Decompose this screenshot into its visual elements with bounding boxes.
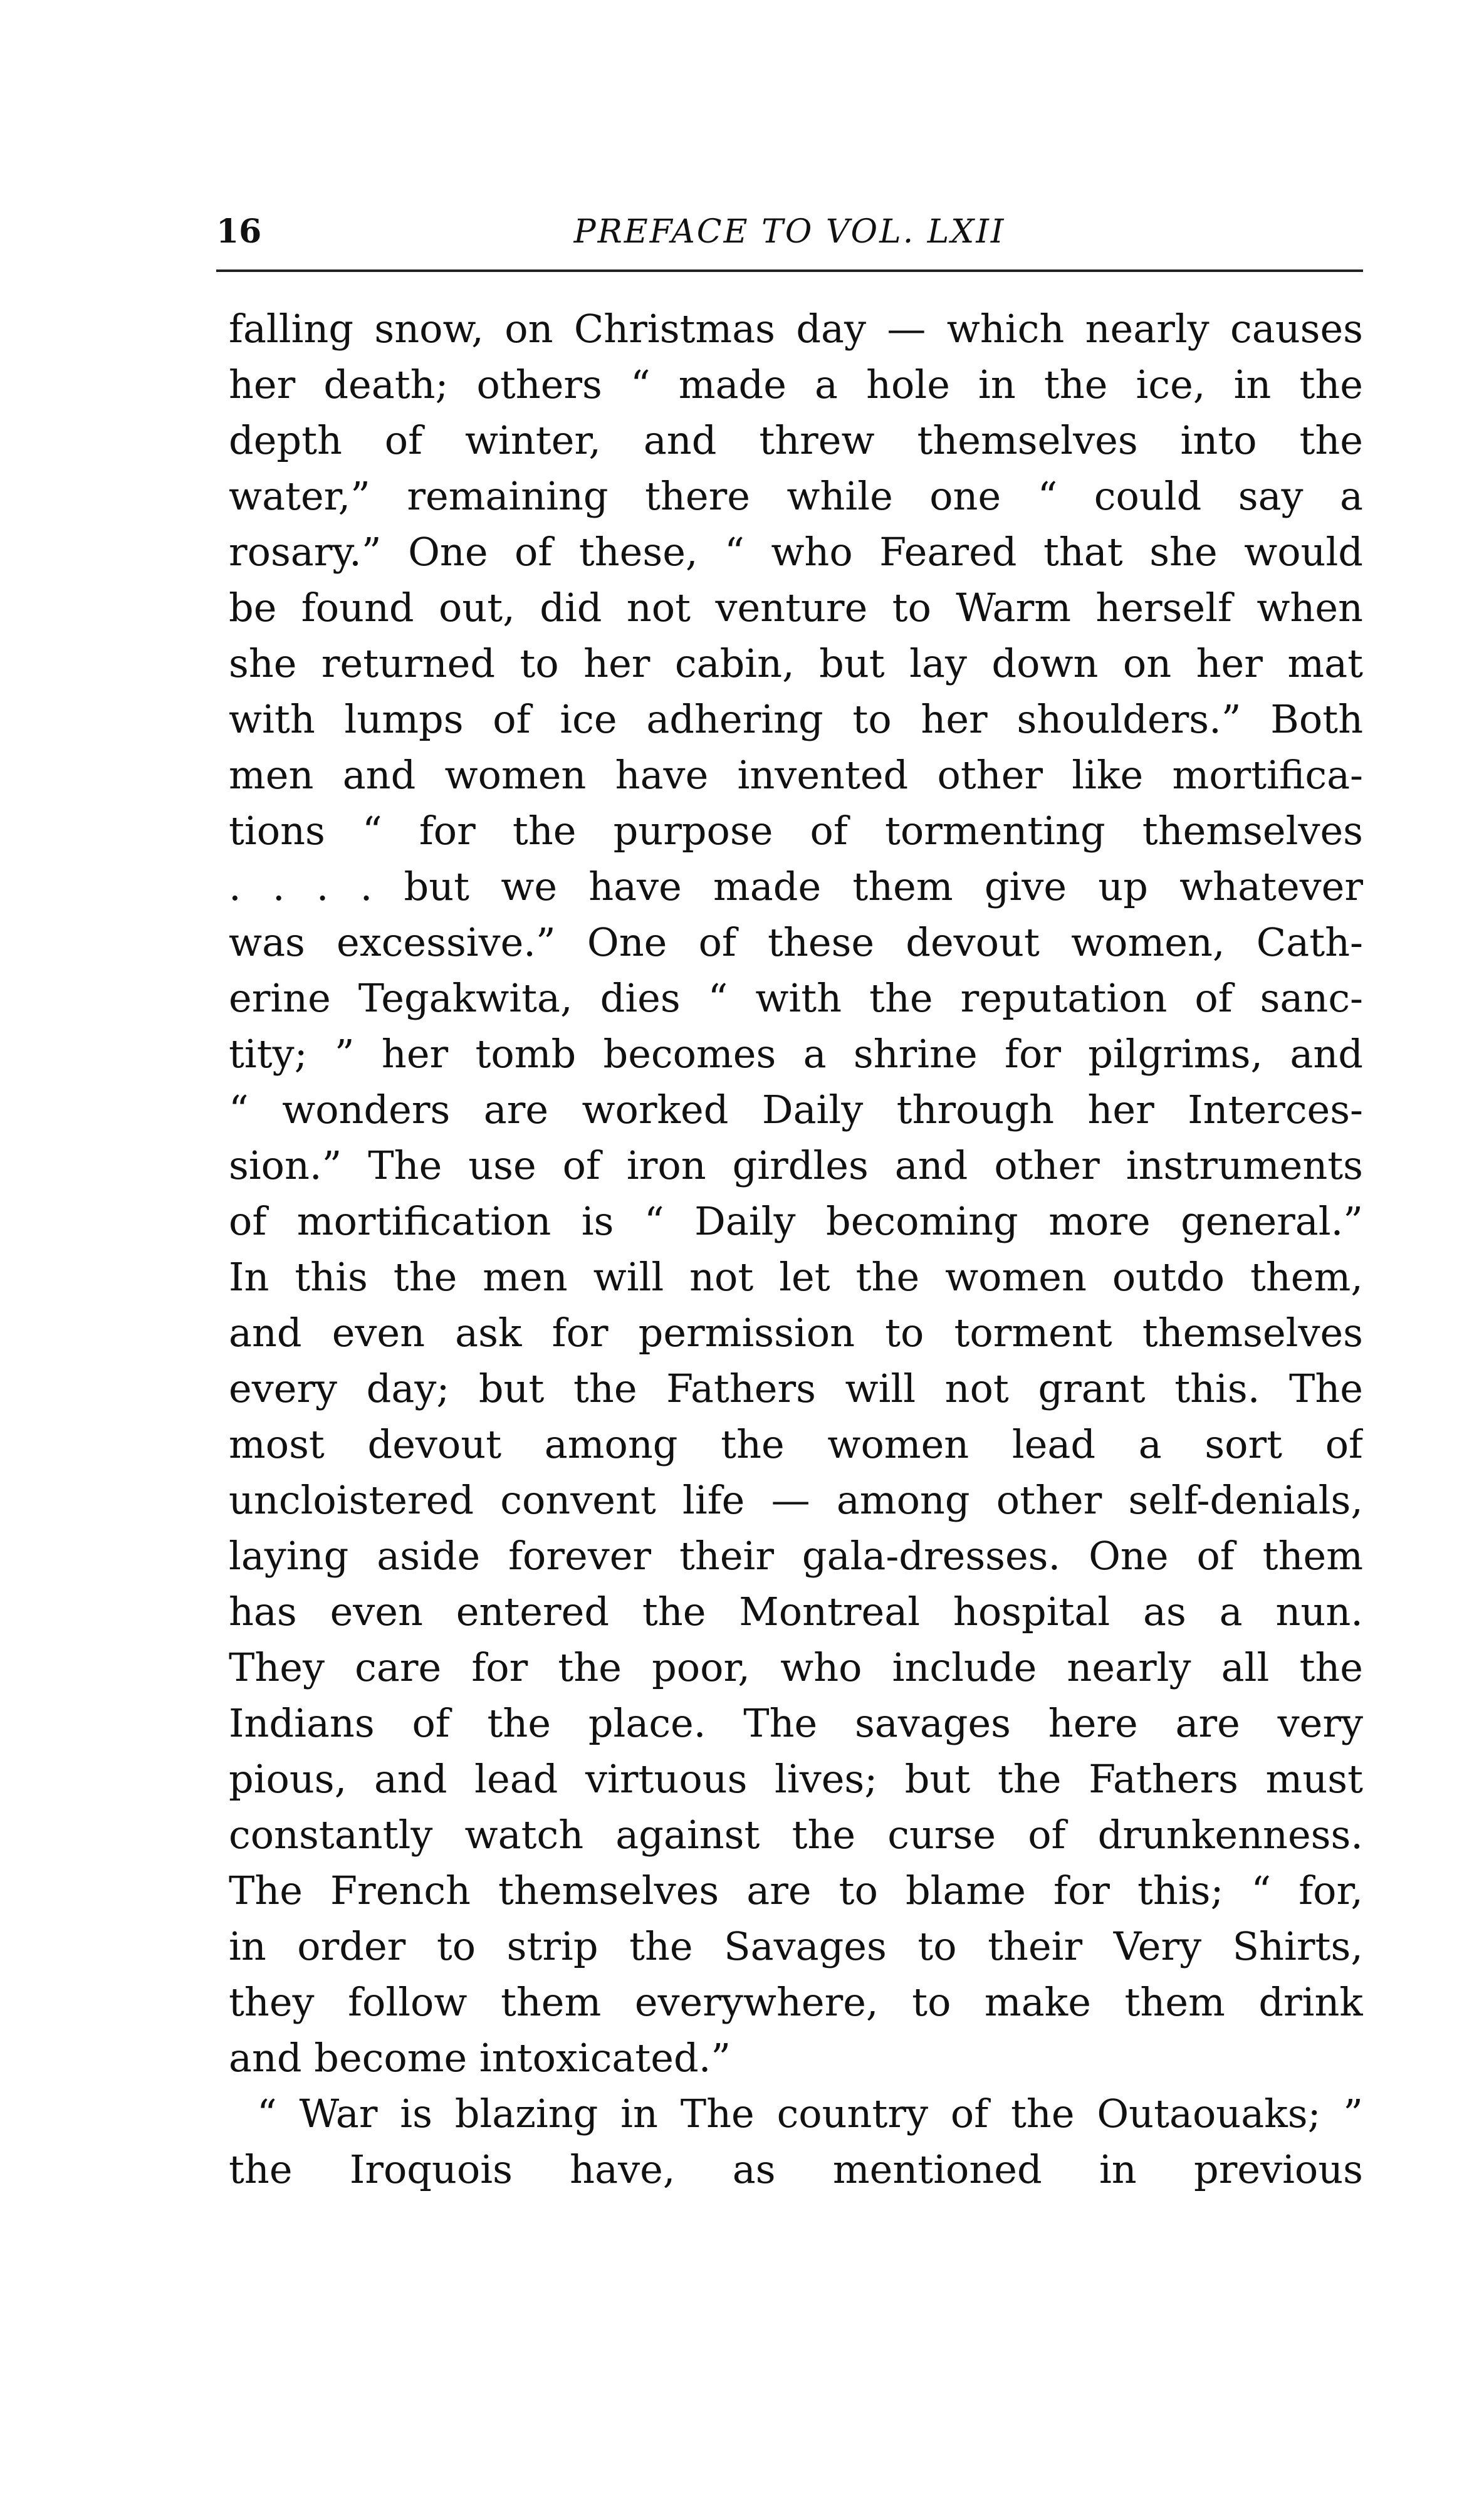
text-line: most devout among the women lead a sort of [229, 1421, 1363, 1467]
page-number: 16 [216, 212, 262, 251]
body-text [229, 301, 1363, 2197]
text-line: . . . . but we have made them give up whatever [229, 864, 1363, 909]
text-line: The French themselves are to blame for this; “ for, [229, 1868, 1363, 1913]
text-line: tity; ” her tomb becomes a shrine for pilgrims, and [229, 1031, 1363, 1077]
text-line: rosary.” One of these, “ who Feared that she would [229, 529, 1363, 575]
text-line: depth of winter, and threw themselves into the [229, 417, 1363, 463]
text-line: with lumps of ice adhering to her shoulders.” Both [229, 696, 1363, 742]
text-line: pious, and lead virtuous lives; but the Fathers must [229, 1756, 1363, 1802]
header-rule [216, 269, 1363, 272]
text-line: was excessive.” One of these devout women, Cath- [229, 919, 1363, 965]
text-line: tions “ for the purpose of tormenting themselves [229, 808, 1363, 854]
text-line: she returned to her cabin, but lay down on her mat [229, 641, 1363, 686]
text-line: water,” remaining there while one “ could say a [229, 473, 1363, 519]
running-title: PREFACE TO VOL. LXII [573, 213, 1006, 251]
text-line: of mortification is “ Daily becoming more general.” [229, 1198, 1363, 1244]
text-line: they follow them everywhere, to make them drink [229, 1979, 1363, 2025]
text-line: falling snow, on Christmas day — which nearly causes [229, 306, 1363, 352]
text-line: In this the men will not let the women outdo them, [229, 1254, 1363, 1300]
text-line: be found out, did not venture to Warm herself when [229, 585, 1363, 630]
text-line: constantly watch against the curse of drunkenness. [229, 1812, 1363, 1858]
text-line: sion.” The use of iron girdles and other instruments [229, 1142, 1363, 1188]
text-line: in order to strip the Savages to their Very Shirts, [229, 1923, 1363, 1969]
text-line: erine Tegakwita, dies “ with the reputation of sanc- [229, 975, 1363, 1021]
paragraph-start-line: “ War is blazing in The country of the Outaouaks; ” [257, 2091, 1363, 2136]
text-line: every day; but the Fathers will not grant this. The [229, 1366, 1363, 1411]
text-line: laying aside forever their gala-dresses. One of them [229, 1533, 1363, 1579]
text-line: has even entered the Montreal hospital as a nun. [229, 1589, 1363, 1634]
text-line: They care for the poor, who include nearly all the [229, 1644, 1363, 1690]
text-line: uncloistered convent life — among other self-denials, [229, 1477, 1363, 1523]
text-line: men and women have invented other like mortifica- [229, 752, 1363, 798]
text-line: Indians of the place. The savages here are very [229, 1700, 1363, 1746]
text-line: her death; others “ made a hole in the ice, in the [229, 362, 1363, 407]
running-head [216, 207, 1363, 257]
text-line: the Iroquois have, as mentioned in previous [229, 2146, 1363, 2192]
text-line: “ wonders are worked Daily through her Interces- [229, 1087, 1363, 1132]
text-line: and even ask for permission to torment themselves [229, 1310, 1363, 1356]
paragraph-end-line: and become intoxicated.” [229, 2035, 731, 2081]
